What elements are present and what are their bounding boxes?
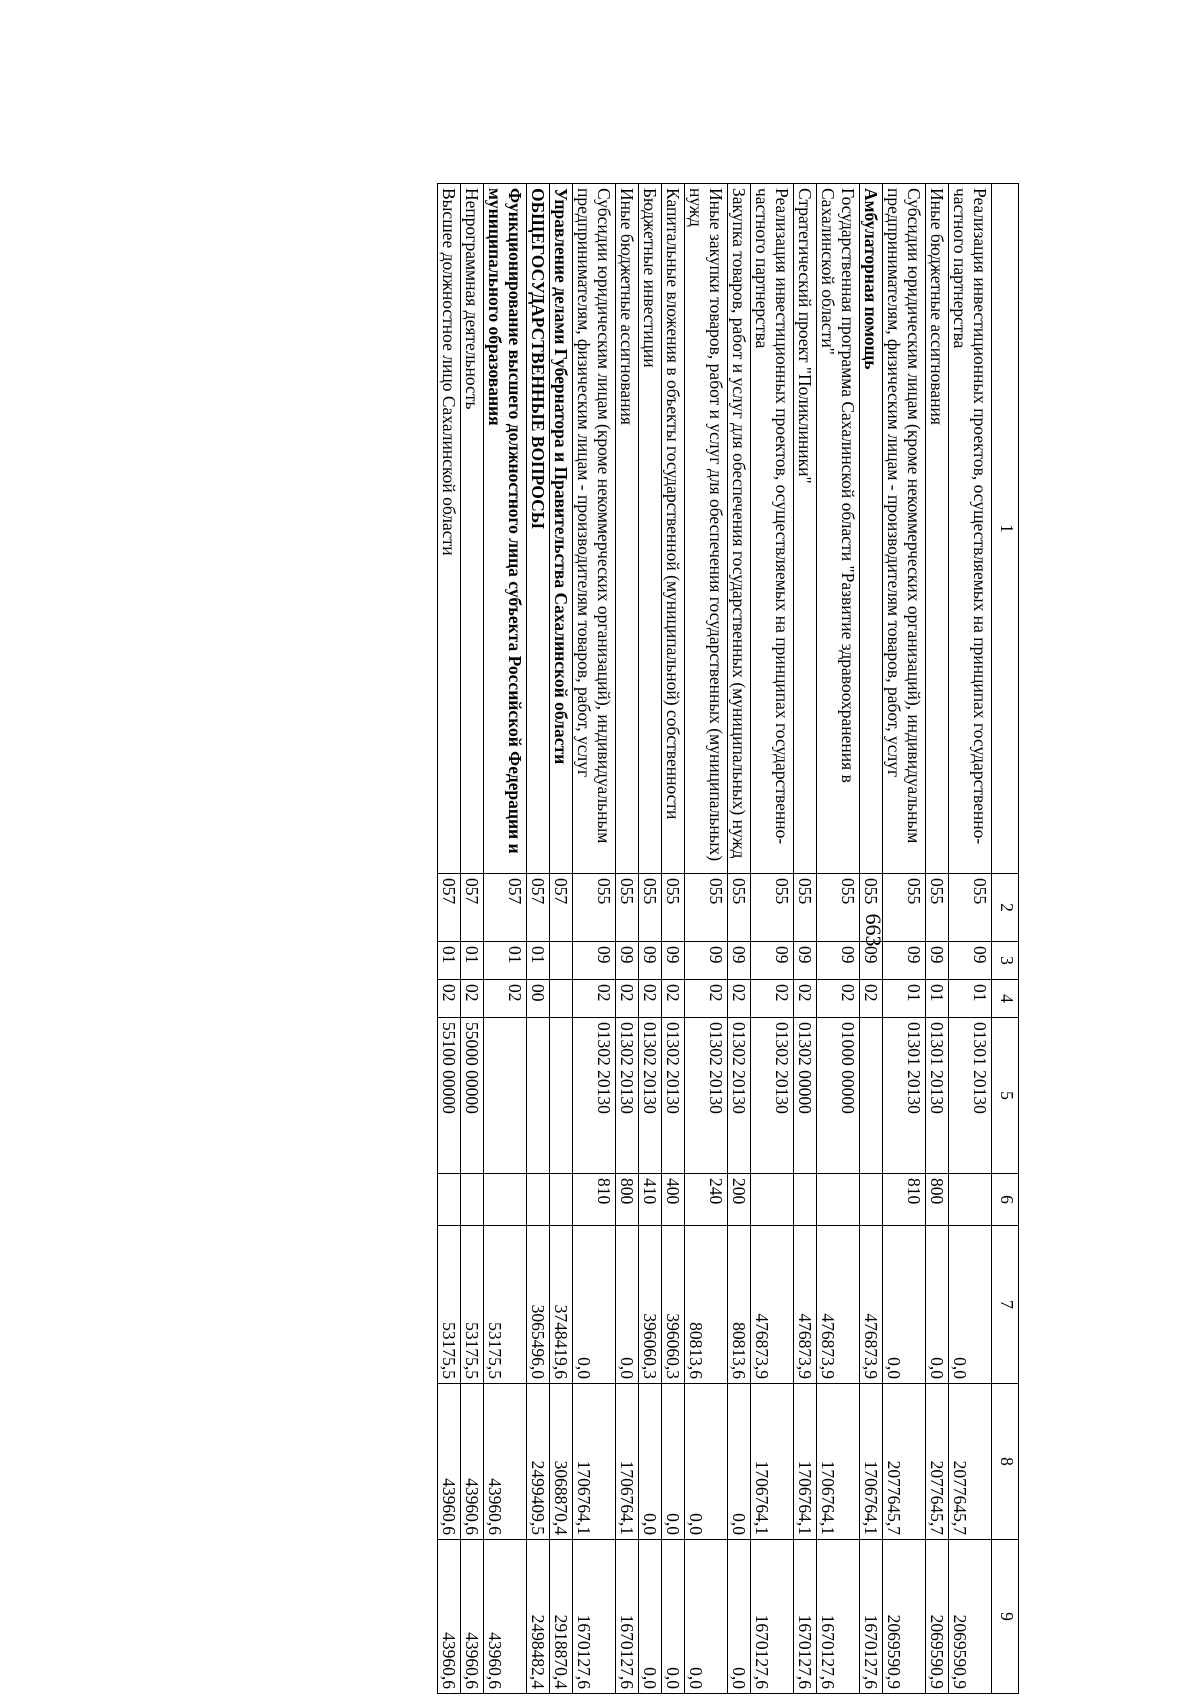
- cell-code-2: 057: [484, 874, 527, 942]
- cell-name: Капитальные вложения в объекты государственной (муниципальной) собственности: [662, 184, 685, 874]
- table-row: [662, 184, 685, 1694]
- cell-amount-8: 43960,6: [484, 1384, 527, 1540]
- cell-amount-9: 2918870,4: [550, 1540, 573, 1694]
- cell-amount-7: 53175,5: [484, 1226, 527, 1384]
- cell-code-4: 00: [527, 980, 550, 1018]
- cell-amount-7: 0,0: [949, 1226, 992, 1384]
- column-header: 7: [992, 1226, 1019, 1384]
- table-row: [550, 184, 573, 1694]
- cell-amount-7: 396060,3: [639, 1226, 662, 1384]
- table-row: [949, 184, 992, 1694]
- cell-amount-9: 43960,6: [461, 1540, 484, 1694]
- table-row: [616, 184, 639, 1694]
- cell-code-4: 02: [817, 980, 860, 1018]
- table-row: [685, 184, 728, 1694]
- column-header: 5: [992, 1018, 1019, 1174]
- table-row: [484, 184, 527, 1694]
- cell-amount-8: 1706764,1: [794, 1384, 817, 1540]
- cell-amount-7: 396060,3: [662, 1226, 685, 1384]
- table-body: [438, 184, 992, 1694]
- cell-code-4: 01: [883, 980, 926, 1018]
- cell-code-2: 055: [728, 874, 751, 942]
- cell-code-6: [817, 1174, 860, 1226]
- cell-code-3: 09: [926, 942, 949, 980]
- cell-code-3: 01: [484, 942, 527, 980]
- cell-code-2: 057: [550, 874, 573, 942]
- cell-code-5: 01302 20130: [662, 1018, 685, 1174]
- cell-code-6: [484, 1174, 527, 1226]
- cell-amount-7: 476873,9: [751, 1226, 794, 1384]
- cell-amount-8: 2077645,7: [949, 1384, 992, 1540]
- cell-code-4: 02: [616, 980, 639, 1018]
- table-row: [639, 184, 662, 1694]
- cell-name: Бюджетные инвестиции: [639, 184, 662, 874]
- cell-code-3: 09: [860, 942, 883, 980]
- column-header: 2: [992, 874, 1019, 942]
- table-row: [883, 184, 926, 1694]
- cell-amount-7: 3065496,0: [527, 1226, 550, 1384]
- cell-code-5: 01302 20130: [573, 1018, 616, 1174]
- cell-code-5: [550, 1018, 573, 1174]
- cell-code-2: 057: [438, 874, 461, 942]
- cell-amount-8: 3068870,4: [550, 1384, 573, 1540]
- cell-amount-7: 0,0: [883, 1226, 926, 1384]
- cell-code-2: 057: [527, 874, 550, 942]
- table-row: [527, 184, 550, 1694]
- cell-amount-8: 2077645,7: [926, 1384, 949, 1540]
- cell-code-5: [484, 1018, 527, 1174]
- cell-code-3: 01: [527, 942, 550, 980]
- cell-amount-8: 0,0: [685, 1384, 728, 1540]
- cell-code-6: 240: [685, 1174, 728, 1226]
- cell-code-6: 810: [883, 1174, 926, 1226]
- cell-code-4: 02: [794, 980, 817, 1018]
- cell-code-4: 02: [662, 980, 685, 1018]
- cell-code-3: 09: [662, 942, 685, 980]
- cell-name: Закупка товаров, работ и услуг для обеспечения государственных (муниципальных) нужд: [728, 184, 751, 874]
- cell-amount-7: 0,0: [573, 1226, 616, 1384]
- table-row: [926, 184, 949, 1694]
- cell-code-5: 01302 20130: [616, 1018, 639, 1174]
- cell-amount-8: 0,0: [728, 1384, 751, 1540]
- cell-code-5: 01302 20130: [685, 1018, 728, 1174]
- cell-amount-8: 43960,6: [461, 1384, 484, 1540]
- budget-table: [437, 183, 1019, 1694]
- cell-amount-9: 43960,6: [484, 1540, 527, 1694]
- cell-code-5: 01302 00000: [794, 1018, 817, 1174]
- cell-code-4: 02: [484, 980, 527, 1018]
- cell-amount-9: 0,0: [662, 1540, 685, 1694]
- cell-name: Непрограммная деятельность: [461, 184, 484, 874]
- cell-amount-9: 2498482,4: [527, 1540, 550, 1694]
- cell-code-4: 02: [751, 980, 794, 1018]
- cell-code-5: 01302 20130: [639, 1018, 662, 1174]
- cell-amount-8: 1706764,1: [573, 1384, 616, 1540]
- cell-amount-7: 0,0: [926, 1226, 949, 1384]
- cell-code-6: 410: [639, 1174, 662, 1226]
- cell-name: Функционирование высшего должностного лица субъекта Российской Федерации и муниципального образования: [484, 184, 527, 874]
- cell-code-4: 01: [926, 980, 949, 1018]
- cell-code-5: 55100 00000: [438, 1018, 461, 1174]
- cell-amount-8: 1706764,1: [751, 1384, 794, 1540]
- cell-code-3: 09: [573, 942, 616, 980]
- cell-code-2: 055: [860, 874, 883, 942]
- cell-name: Амбулаторная помощь: [860, 184, 883, 874]
- cell-amount-7: 0,0: [616, 1226, 639, 1384]
- table-row: [573, 184, 616, 1694]
- cell-code-3: 01: [438, 942, 461, 980]
- cell-amount-9: 2069590,9: [949, 1540, 992, 1694]
- cell-code-3: 09: [883, 942, 926, 980]
- cell-amount-9: 1670127,6: [616, 1540, 639, 1694]
- cell-code-2: 055: [685, 874, 728, 942]
- cell-code-5: [527, 1018, 550, 1174]
- cell-code-3: 09: [817, 942, 860, 980]
- cell-code-5: [860, 1018, 883, 1174]
- cell-amount-9: 1670127,6: [817, 1540, 860, 1694]
- cell-amount-8: 1706764,1: [860, 1384, 883, 1540]
- cell-amount-8: 0,0: [639, 1384, 662, 1540]
- cell-code-2: 055: [794, 874, 817, 942]
- cell-code-4: 02: [639, 980, 662, 1018]
- cell-amount-9: 0,0: [639, 1540, 662, 1694]
- cell-amount-7: 3748419,6: [550, 1226, 573, 1384]
- cell-amount-8: 1706764,1: [817, 1384, 860, 1540]
- page-number: 663: [861, 913, 886, 947]
- cell-amount-7: 53175,5: [461, 1226, 484, 1384]
- cell-code-2: 055: [926, 874, 949, 942]
- cell-code-4: 02: [685, 980, 728, 1018]
- cell-amount-9: 2069590,9: [883, 1540, 926, 1694]
- table-row: [817, 184, 860, 1694]
- cell-code-6: [461, 1174, 484, 1226]
- column-header: 6: [992, 1174, 1019, 1226]
- cell-code-3: 09: [794, 942, 817, 980]
- cell-amount-8: 1706764,1: [616, 1384, 639, 1540]
- cell-amount-9: 43960,6: [438, 1540, 461, 1694]
- cell-amount-7: 80813,6: [685, 1226, 728, 1384]
- column-header: 8: [992, 1384, 1019, 1540]
- cell-code-6: 400: [662, 1174, 685, 1226]
- cell-code-6: 200: [728, 1174, 751, 1226]
- cell-amount-9: 0,0: [728, 1540, 751, 1694]
- cell-code-3: 09: [751, 942, 794, 980]
- cell-amount-9: 2069590,9: [926, 1540, 949, 1694]
- cell-code-6: 800: [926, 1174, 949, 1226]
- cell-code-4: 02: [860, 980, 883, 1018]
- cell-code-3: 09: [639, 942, 662, 980]
- table-row: [438, 184, 461, 1694]
- cell-code-2: 055: [817, 874, 860, 942]
- cell-amount-9: 1670127,6: [860, 1540, 883, 1694]
- cell-code-6: [438, 1174, 461, 1226]
- cell-code-5: 01301 20130: [883, 1018, 926, 1174]
- cell-code-2: 055: [639, 874, 662, 942]
- cell-code-6: [794, 1174, 817, 1226]
- cell-code-6: 810: [573, 1174, 616, 1226]
- table-row: [461, 184, 484, 1694]
- cell-amount-7: 80813,6: [728, 1226, 751, 1384]
- cell-amount-9: 1670127,6: [751, 1540, 794, 1694]
- cell-code-3: 09: [949, 942, 992, 980]
- cell-name: Субсидии юридическим лицам (кроме некоммерческих организаций), индивидуальным предпринимателям, физическим лицам - производителям товаров, работ, услуг: [883, 184, 926, 874]
- cell-name: Управление делами Губернатора и Правительства Сахалинской области: [550, 184, 573, 874]
- cell-code-2: 055: [949, 874, 992, 942]
- table-row: [728, 184, 751, 1694]
- cell-code-3: 09: [685, 942, 728, 980]
- cell-code-3: [550, 942, 573, 980]
- cell-amount-8: 2499409,5: [527, 1384, 550, 1540]
- cell-name: Высшее должностное лицо Сахалинской области: [438, 184, 461, 874]
- cell-amount-8: 2077645,7: [883, 1384, 926, 1540]
- cell-code-5: 01302 20130: [751, 1018, 794, 1174]
- cell-code-2: 055: [883, 874, 926, 942]
- cell-code-2: 055: [662, 874, 685, 942]
- cell-name: Стратегический проект "Поликлиники": [794, 184, 817, 874]
- header-row: [992, 184, 1019, 1694]
- cell-code-5: 01301 20130: [926, 1018, 949, 1174]
- cell-code-2: 057: [461, 874, 484, 942]
- cell-name: Реализация инвестиционных проектов, осуществляемых на принципах государственно-частного партнерства: [751, 184, 794, 874]
- column-header: 4: [992, 980, 1019, 1018]
- cell-amount-8: 43960,6: [438, 1384, 461, 1540]
- column-header: 1: [992, 184, 1019, 874]
- table-row: [794, 184, 817, 1694]
- cell-amount-9: 0,0: [685, 1540, 728, 1694]
- cell-code-5: 55000 00000: [461, 1018, 484, 1174]
- cell-code-4: 02: [461, 980, 484, 1018]
- cell-code-2: 055: [751, 874, 794, 942]
- cell-code-3: 09: [616, 942, 639, 980]
- cell-code-2: 055: [616, 874, 639, 942]
- column-header: 9: [992, 1540, 1019, 1694]
- cell-amount-7: 476873,9: [817, 1226, 860, 1384]
- cell-amount-7: 53175,5: [438, 1226, 461, 1384]
- table-row: [860, 184, 883, 1694]
- cell-amount-7: 476873,9: [860, 1226, 883, 1384]
- cell-name: Субсидии юридическим лицам (кроме некоммерческих организаций), индивидуальным предпринимателям, физическим лицам - производителям товаров, работ, услуг: [573, 184, 616, 874]
- cell-code-4: [550, 980, 573, 1018]
- cell-code-4: 02: [728, 980, 751, 1018]
- rotated-page: [139, 183, 1019, 1693]
- cell-code-6: [550, 1174, 573, 1226]
- cell-name: Иные бюджетные ассигнования: [926, 184, 949, 874]
- cell-name: Иные бюджетные ассигнования: [616, 184, 639, 874]
- cell-amount-7: 476873,9: [794, 1226, 817, 1384]
- cell-code-6: [860, 1174, 883, 1226]
- cell-code-4: 01: [949, 980, 992, 1018]
- table-row: [751, 184, 794, 1694]
- cell-amount-9: 1670127,6: [794, 1540, 817, 1694]
- cell-amount-8: 0,0: [662, 1384, 685, 1540]
- cell-code-5: 01301 20130: [949, 1018, 992, 1174]
- cell-code-2: 055: [573, 874, 616, 942]
- cell-code-6: [949, 1174, 992, 1226]
- cell-name: Иные закупки товаров, работ и услуг для обеспечения государственных (муниципальных) нужд: [685, 184, 728, 874]
- cell-name: Государственная программа Сахалинской области "Развитие здравоохранения в Сахалинской области": [817, 184, 860, 874]
- column-header: 3: [992, 942, 1019, 980]
- cell-code-3: 01: [461, 942, 484, 980]
- cell-code-5: 01000 00000: [817, 1018, 860, 1174]
- cell-code-6: 800: [616, 1174, 639, 1226]
- cell-code-3: 09: [728, 942, 751, 980]
- cell-code-6: [751, 1174, 794, 1226]
- cell-name: ОБЩЕГОСУДАРСТВЕННЫЕ ВОПРОСЫ: [527, 184, 550, 874]
- cell-code-6: [527, 1174, 550, 1226]
- cell-code-5: 01302 20130: [728, 1018, 751, 1174]
- cell-amount-9: 1670127,6: [573, 1540, 616, 1694]
- cell-code-4: 02: [438, 980, 461, 1018]
- cell-name: Реализация инвестиционных проектов, осуществляемых на принципах государственно-частного партнерства: [949, 184, 992, 874]
- cell-code-4: 02: [573, 980, 616, 1018]
